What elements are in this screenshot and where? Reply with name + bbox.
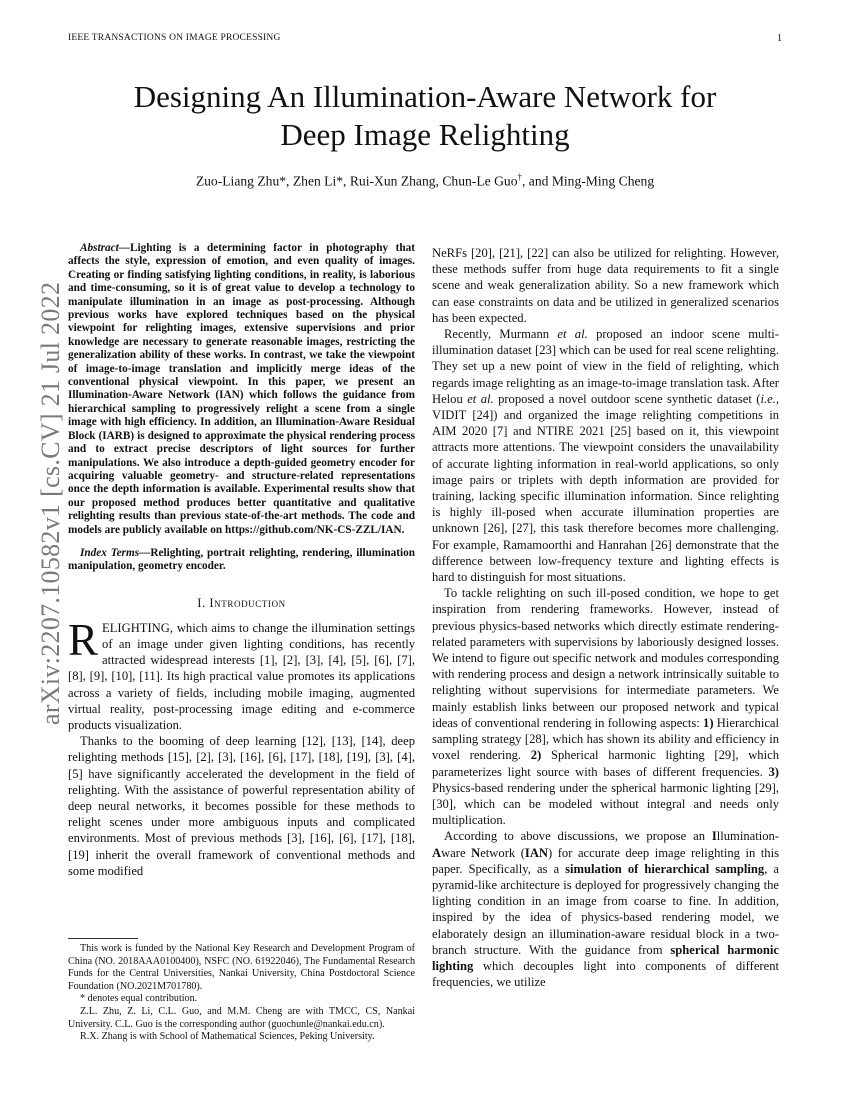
p4-bold-ian: IAN [524, 845, 549, 860]
intro-lead-word: ELIGHTING [102, 620, 170, 635]
p4-bold-a: A [432, 845, 442, 860]
right-paragraph-3 [432, 585, 779, 828]
p2-etal-2: et al. [467, 391, 494, 406]
footnote-funding: This work is funded by the National Key Research and Development Program of China (NO. 2018AAA0100400), NSFC (NO. 61922046), The Fundamental Research Funds for the Central Universities, Nankai University, China Postdoctoral Science Foundation (NO.2021M701780). [68, 943, 415, 992]
p4-bold-i: I [711, 829, 717, 844]
left-column [68, 242, 415, 879]
p4-bold-n: N [471, 845, 481, 860]
drop-cap: R [68, 614, 99, 665]
authors-main: Zuo-Liang Zhu*, Zhen Li*, Rui-Xun Zhang, Chun-Le Guo [195, 173, 518, 189]
p4-text-d: etwork ( [480, 845, 525, 860]
index-terms-label: Index Terms [80, 546, 140, 559]
right-paragraph-1: NeRFs [20], [21], [22] can also be utilized for relighting. However, these methods suffer from huge data requirements to fit a single scene and weak generalization ability. So a new framework which can ease constraints on data and be utilized in generalized scenarios has been expected. [432, 246, 779, 325]
footnote-affiliation-2: R.X. Zhang is with School of Mathematical Sciences, Peking University. [80, 1031, 375, 1043]
p2-text-c: proposed a novel outdoor scene synthetic dataset ( [493, 391, 761, 406]
index-terms-text: —Relighting, portrait relighting, rendering, illumination manipulation, geometry encoder. [68, 546, 416, 573]
running-head: IEEE TRANSACTIONS ON IMAGE PROCESSING [68, 33, 281, 43]
paper-title [68, 78, 782, 154]
p4-text-e: ) for accurate deep image relighting in this paper. Specifically, as a [432, 845, 779, 876]
footnote-equal-contribution: * denotes equal contribution. [80, 993, 198, 1005]
intro-paragraph-1 [68, 614, 415, 733]
right-paragraph-2 [432, 326, 779, 585]
author-list [68, 172, 782, 190]
p4-text-c: ware [441, 845, 472, 860]
index-terms [68, 547, 415, 574]
intro-p1-text: , which aims to change the illumination settings of an image under given lighting conditions, has recently attracted widespread interests [1], [2], [3], [4], [5], [6], [7], [8], [9], [10], [11]. Its high practical value promotes its applications across a variety of fields, including mobile imaging, augmented virtual reality, post-processing image editing and e-commerce products visualization. [68, 620, 415, 732]
authors-tail: , and Ming-Ming Cheng [522, 173, 655, 189]
footnotes [68, 938, 415, 1044]
abstract-label: Abstract [80, 242, 119, 254]
right-column [432, 245, 779, 990]
p4-bold-spherical: spherical harmonic lighting [432, 942, 779, 973]
section-heading-introduction: I. Introduction [197, 595, 286, 610]
p4-text-b: llumination- [716, 829, 779, 844]
p3-text-d: Physics-based rendering under the spherical harmonic lighting [29], [30], which can be modeled without integral and needs only multiplication. [432, 780, 779, 828]
p4-text-f: , a pyramid-like architecture is deployed for progressively changing the lighting condition in an image from coarse to fine. In addition, inspired by the idea of physics-based rendering model, we elaborately design an illumination-aware residual block in a two-branch structure. With the guidance from [432, 861, 779, 957]
footnote-rule [68, 938, 138, 939]
p4-text-a: According to above discussions, we propose an [444, 829, 712, 844]
p3-text-c: Spherical harmonic lighting [29], which parameterizes light source with bases of different frequencies. [432, 748, 779, 779]
abstract [68, 242, 415, 537]
page-number: 1 [777, 33, 782, 44]
p3-num-3: 3) [768, 764, 779, 779]
p3-text-a: To tackle relighting on such ill-posed condition, we hope to get inspiration from rendering frameworks. However, instead of previous physics-based networks which directly estimate rendering-related parameters with supervisions by laboriously designed losses. We intend to figure out specific network and modules corresponding with rendering process and design a network intrinsically suitable to relighting without supervisions for intermediate parameters. We mainly establish links between our proposed network and typical ideas of conventional rendering in following aspects: [432, 586, 779, 730]
title-line-1: Designing An Illumination-Aware Network for [133, 79, 717, 114]
p4-bold-simulation: simulation of hierarchical sampling [565, 861, 765, 876]
p3-text-b: Hierarchical sampling strategy [28], which has shown its ability and efficiency in voxel rendering. [432, 715, 780, 763]
p4-text-g: which decouples light into components of different frequencies, we utilize [432, 958, 779, 990]
p2-text-b: proposed an indoor scene multi-illumination dataset [23] which can be used for real scene relighting. They set up a new point of view in the field of relighting, which regards image relighting as an image-to-image translation task. After Helou [432, 327, 779, 406]
arxiv-identifier[interactable]: arXiv:2207.10582v1 [cs.CV] 21 Jul 2022 [36, 281, 65, 725]
p2-text-d: VIDIT [24]) and organized the image relighting competitions in AIM 2020 [7] and NTIRE 2021 [25] based on it, this viewpoint attracts more attentions. The viewpoint considers the unavailability of accurate lighting information in real-world applications, so only image pairs or triplets with depth information are provided for training, lacking specific illumination information. Since relighting is highly ill-posed when accurate illumination properties are unknown [26], [27], this task therefore becomes more challenging. For example, Ramamoorthi and Hanrahan [26] demonstrate that the difference between low-frequency texture and lighting effects is hard to distinguish for most situations. [432, 408, 779, 585]
footnote-affiliation: Z.L. Zhu, Z. Li, C.L. Guo, and M.M. Cheng are with TMCC, CS, Nankai University. C.L. Guo is the corresponding author (guochunle@nankai.edu.cn). [68, 1005, 415, 1030]
right-paragraph-4 [432, 828, 779, 990]
intro-paragraph-2: Thanks to the booming of deep learning [12], [13], [14], deep relighting methods [15], [2], [3], [16], [6], [17], [18], [19], [3], [4], [5] have significantly accelerated the development in the field of relighting. With the assistance of powerful representation ability of deep neural networks, it becomes possible for these methods to relight scenes under more ambiguous inputs and complicated environments. Most of previous methods [3], [16], [6], [17], [18], [19] inherit the overall framework of conventional methods and some modified [68, 734, 415, 878]
p2-etal: et al. [557, 327, 588, 342]
p3-num-2: 2) [530, 748, 542, 763]
p3-num-1: 1) [703, 715, 714, 730]
abstract-text: —Lighting is a determining factor in photography that affects the style, expression of emotion, and even quality of images. Creating or finding satisfying lighting conditions, in reality, is laborious and time-consuming, so it is of great value to develop a technology to manipulate illumination in an image as post-processing. Although previous works have explored techniques based on the physical viewpoint for relighting images, extensive supervisions and prior knowledge are necessary to generate reasonable images, restricting the generalization ability of these works. In contrast, we take the viewpoint of image-to-image translation and implicitly merge ideas of the conventional physical viewpoint. In this paper, we present an Illumination-Aware Network (IAN) which follows the guidance from hierarchical sampling to progressively relight a scene from a single image with high efficiency. In addition, an Illumination-Aware Residual Block (IARB) is designed to approximate the physical rendering process and to extract precise descriptors of light sources for further manipulations. We also introduce a depth-guided geometry encoder for acquiring valuable geometry- and structure-related representations once the depth information is available. Experimental results show that our proposed method produces better quantitative and qualitative relighting results than previous state-of-the-art methods. The code and models are publicly available on https://github.com/NK-CS-ZZL/IAN. [68, 242, 415, 536]
p2-text-a: Recently, Murmann [444, 327, 558, 342]
p2-ie: i.e., [760, 391, 779, 406]
corresponding-dagger: † [517, 172, 522, 182]
title-line-2: Deep Image Relighting [280, 117, 570, 152]
